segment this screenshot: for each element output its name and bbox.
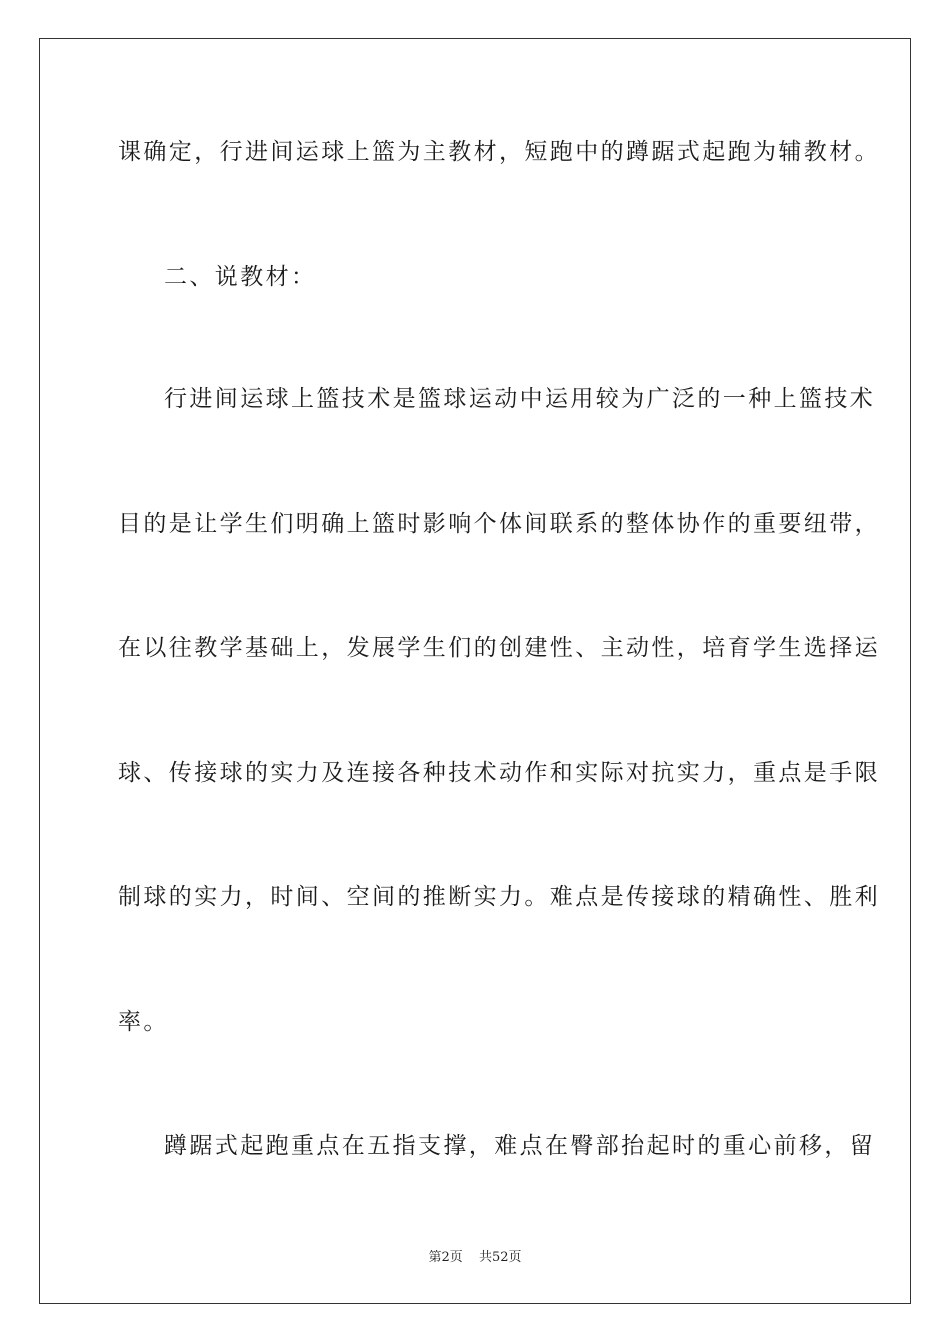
body-line-7: 制球的实力，时间、空间的推断实力。难点是传接球的精确性、胜利 bbox=[118, 884, 880, 910]
body-line-4: 目的是让学生们明确上篮时影响个体间联系的整体协作的重要纽带， bbox=[118, 511, 880, 537]
body-line-8: 率。 bbox=[118, 1009, 169, 1035]
section-heading: 二、说教材： bbox=[164, 264, 317, 290]
page-number: 第2页 bbox=[428, 1250, 463, 1265]
body-line-6: 球、传接球的实力及连接各种技术动作和实际对抗实力，重点是手限 bbox=[118, 760, 880, 786]
page-total: 共52页 bbox=[478, 1250, 522, 1265]
page-frame bbox=[39, 38, 911, 1304]
body-line-3: 行进间运球上篮技术是篮球运动中运用较为广泛的一种上篮技术 bbox=[164, 386, 876, 412]
page-footer bbox=[0, 1246, 950, 1265]
body-line-1: 课确定，行进间运球上篮为主教材，短跑中的蹲踞式起跑为辅教材。 bbox=[118, 139, 880, 165]
body-line-5: 在以往教学基础上，发展学生们的创建性、主动性，培育学生选择运 bbox=[118, 635, 880, 661]
body-line-9: 蹲踞式起跑重点在五指支撑，难点在臀部抬起时的重心前移，留 bbox=[164, 1133, 876, 1159]
